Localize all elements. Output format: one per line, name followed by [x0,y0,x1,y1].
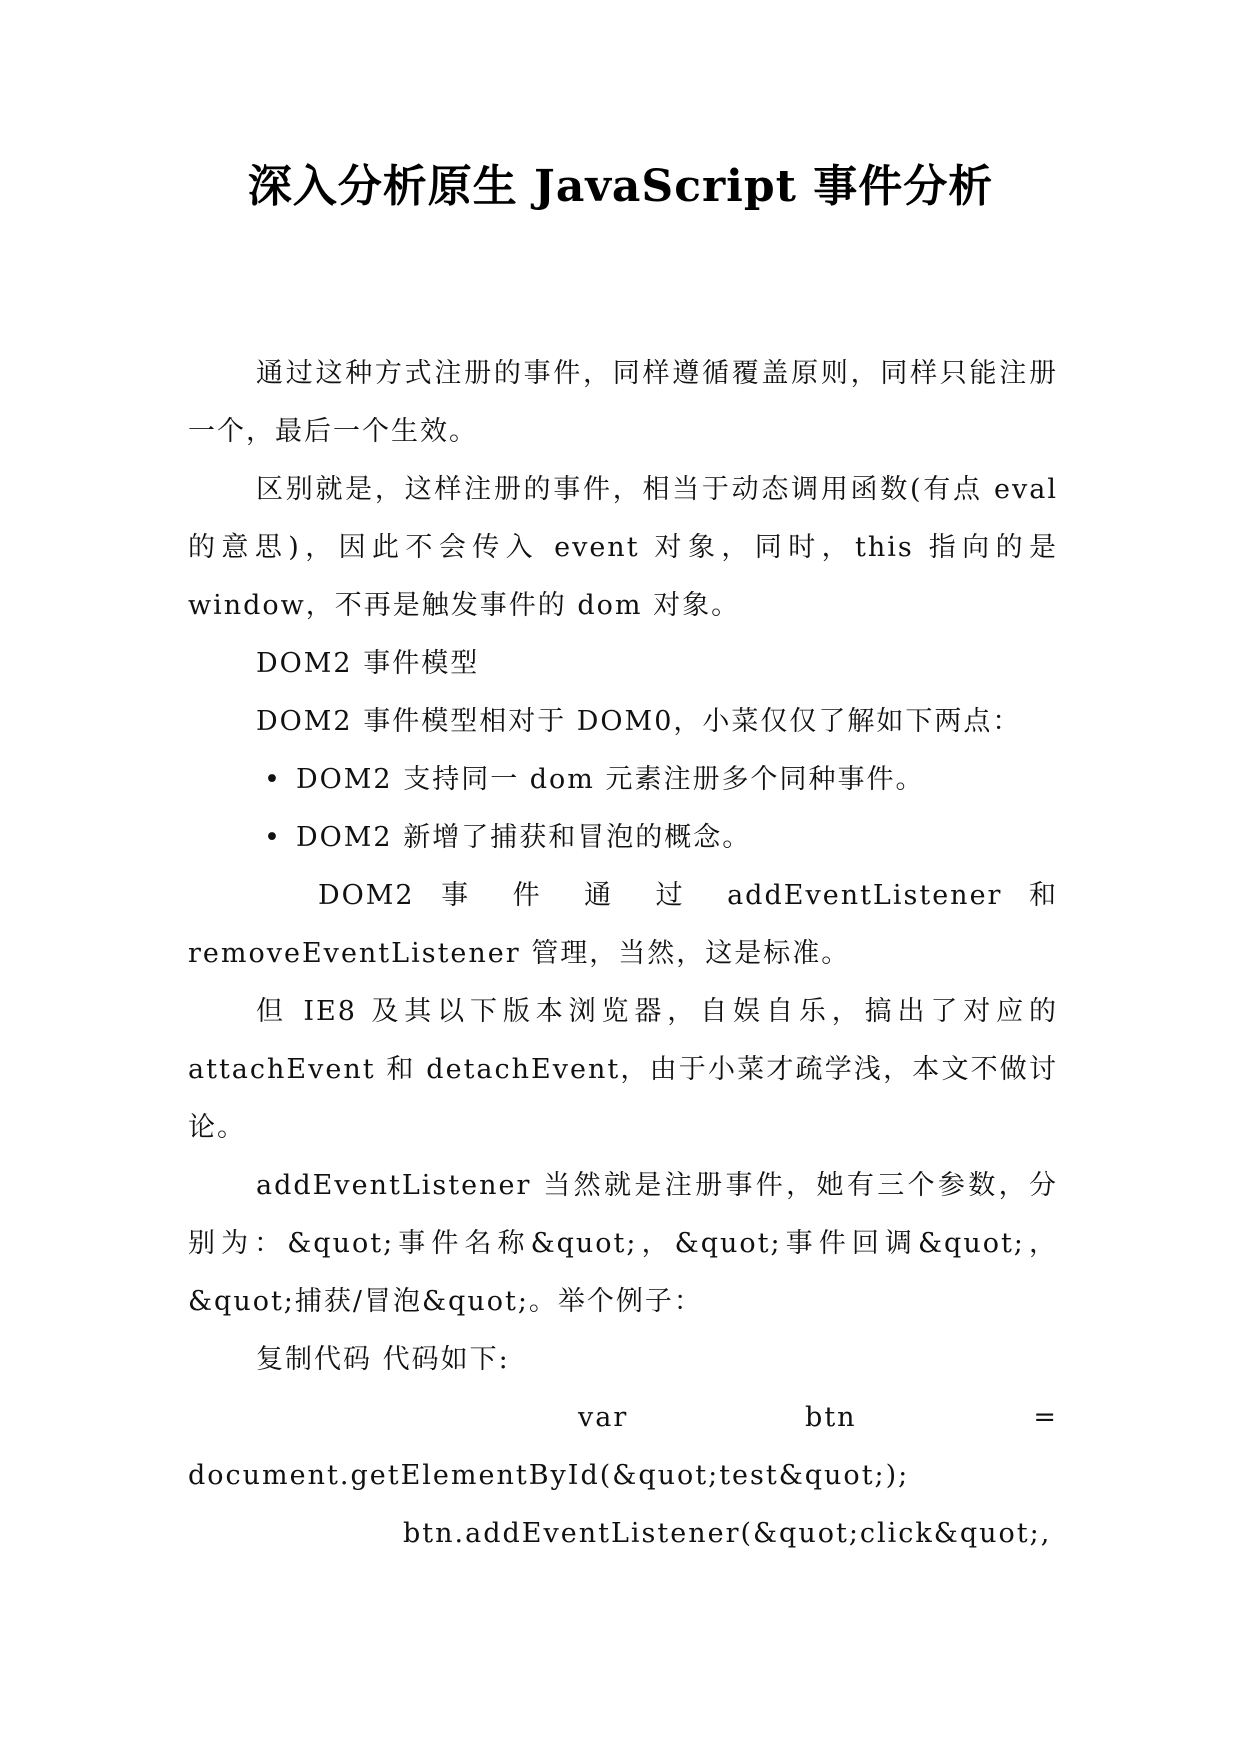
document-title: 深入分析原生 JavaScript 事件分析 [247,161,994,212]
paragraph-registration-override: 通过这种方式注册的事件，同样遵循覆盖原则，同样只能注册一个，最后一个生效。 [188,358,1058,447]
list-item-text: DOM2 新增了捕获和冒泡的概念。 [296,822,752,853]
list-item [188,751,1058,809]
code-line-add-listener: btn.addEventListener(&quot;click&quot;, [403,1518,1052,1549]
paragraph-copy-code: 复制代码 代码如下: [256,1344,510,1375]
list-item [188,809,1058,867]
code-line-get-element: document.getElementById(&quot;test&quot;); [188,1460,910,1491]
paragraph-dom2-management-line2: removeEventListener 管理，当然，这是标准。 [188,938,851,969]
bullet-icon: • [264,822,282,853]
paragraph-ie8: 但 IE8 及其以下版本浏览器，自娱自乐，搞出了对应的 attachEvent 和 detachEvent，由于小菜才疏学浅，本文不做讨论。 [188,996,1058,1143]
bullet-icon: • [264,764,282,795]
bullet-list [188,751,1058,867]
paragraph-dom2-intro: DOM2 事件模型相对于 DOM0，小菜仅仅了解如下两点： [256,706,1022,737]
paragraph-addeventlistener: addEventListener 当然就是注册事件，她有三个参数，分别为：&quot;事件名称&quot;，&quot;事件回调&quot;，&quot;捕获/冒泡&quot;。举个例子： [188,1170,1058,1317]
paragraph-dom2-heading: DOM2 事件模型 [256,648,480,679]
list-item-text: DOM2 支持同一 dom 元素注册多个同种事件。 [296,764,925,795]
document-body [188,345,1058,1563]
paragraph-dom2-management-line1: DOM2 事 件 通 过 addEventListener 和 [318,880,1058,911]
paragraph-difference: 区别就是，这样注册的事件，相当于动态调用函数(有点 eval 的意思)，因此不会传入 event 对象，同时，this 指向的是 window，不再是触发事件的 dom 对象。 [188,474,1058,621]
code-line-var-btn: var btn = [578,1402,1058,1433]
